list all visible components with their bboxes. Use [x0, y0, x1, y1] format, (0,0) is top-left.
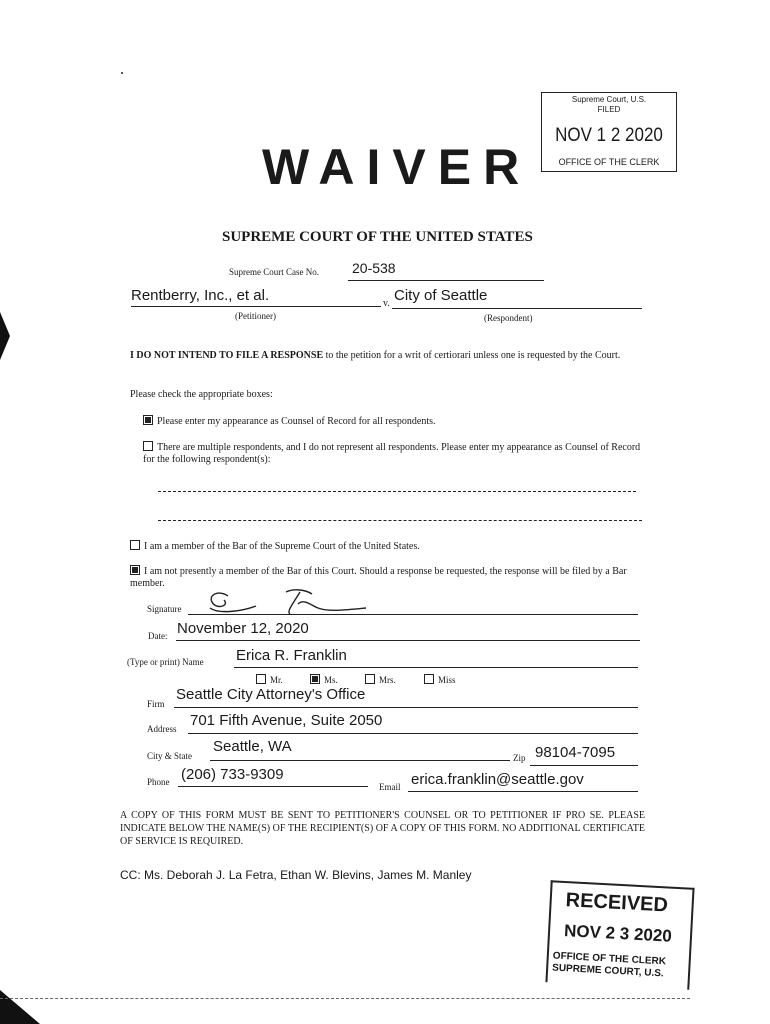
- email-line: [408, 791, 638, 792]
- filed-stamp: [541, 92, 677, 172]
- respondents-line-1: [158, 491, 636, 492]
- court-heading: SUPREME COURT OF THE UNITED STATES: [222, 229, 533, 245]
- address-label: Address: [147, 724, 177, 734]
- scan-corner-mark: [0, 990, 40, 1024]
- case-number-label: Supreme Court Case No.: [229, 267, 319, 277]
- ms-checkbox[interactable]: [310, 674, 320, 684]
- copy-notice: A COPY OF THIS FORM MUST BE SENT TO PETITIONER'S COUNSEL OR TO PETITIONER IF PRO SE. PLEASE INDICATE BELOW THE NAME(S) OF THE RECIPIENT(S) OF A COPY OF THIS FORM. NO ADDITIONAL CERTIFICATE OF SERVICE IS REQUIRED.: [120, 810, 645, 847]
- scan-bottom-line: [0, 998, 690, 999]
- respondent-line: [392, 308, 642, 309]
- date-value: November 12, 2020: [177, 620, 309, 637]
- option-multiple: [143, 441, 643, 466]
- name-label: (Type or print) Name: [127, 657, 204, 667]
- phone-line: [178, 786, 368, 787]
- multiple-text: There are multiple respondents, and I do not represent all respondents. Please enter my appearance as Counsel of Record for the following respondent(s):: [143, 442, 641, 465]
- city-label: City & State: [147, 751, 192, 761]
- cc-label: CC:: [120, 868, 141, 882]
- miss-checkbox[interactable]: [424, 674, 434, 684]
- firm-label: Firm: [147, 699, 165, 709]
- address-line: [188, 733, 638, 734]
- name-value: Erica R. Franklin: [236, 647, 347, 664]
- petitioner-label: (Petitioner): [235, 311, 276, 321]
- email-value: erica.franklin@seattle.gov: [411, 771, 584, 788]
- appearance-checkbox[interactable]: [143, 415, 153, 425]
- salutation-miss: Miss: [424, 674, 456, 685]
- mrs-checkbox[interactable]: [365, 674, 375, 684]
- scan-edge-arrow: [0, 312, 10, 360]
- zip-line: [530, 765, 638, 766]
- filed-stamp-date: NOV 1 2 2020: [555, 123, 663, 146]
- versus-label: v.: [383, 298, 390, 309]
- city-line: [210, 760, 510, 761]
- email-label: Email: [379, 782, 401, 792]
- city-value: Seattle, WA: [213, 738, 292, 755]
- option-appearance: [143, 415, 643, 428]
- bar-member-text: I am a member of the Bar of the Supreme Court of the United States.: [144, 541, 420, 552]
- petitioner-line: [131, 306, 381, 307]
- respondent-value: City of Seattle: [394, 287, 488, 304]
- received-stamp-title: RECEIVED: [565, 889, 669, 917]
- salutation-mr: Mr.: [256, 674, 283, 685]
- cc-line: [120, 868, 471, 882]
- received-stamp-office1: OFFICE OF THE CLERK: [552, 950, 667, 968]
- respondents-line-2: [158, 520, 642, 521]
- salutation-mrs: Mrs.: [365, 674, 396, 685]
- signature-label: Signature: [147, 604, 182, 614]
- address-value: 701 Fifth Avenue, Suite 2050: [190, 712, 383, 729]
- date-label: Date:: [148, 631, 168, 641]
- received-stamp-office2: SUPREME COURT, U.S.: [551, 962, 665, 980]
- filed-stamp-office: OFFICE OF THE CLERK: [558, 157, 660, 167]
- petitioner-value: Rentberry, Inc., et al.: [131, 287, 270, 304]
- not-member-checkbox[interactable]: [130, 565, 140, 575]
- filed-stamp-line1: Supreme Court, U.S.: [571, 95, 647, 104]
- received-stamp-date: NOV 2 3 2020: [563, 921, 673, 946]
- no-response-statement: [130, 350, 645, 362]
- respondent-label: (Respondent): [484, 313, 533, 323]
- handwritten-signature: [190, 584, 380, 620]
- no-response-rest: to the petition for a writ of certiorari unless one is requested by the Court.: [325, 350, 621, 361]
- bar-member-checkbox[interactable]: [130, 540, 140, 550]
- firm-line: [174, 707, 638, 708]
- case-number-value: 20-538: [352, 260, 396, 276]
- firm-value: Seattle City Attorney's Office: [176, 686, 366, 703]
- zip-value: 98104-7095: [535, 744, 616, 761]
- name-line: [234, 667, 638, 668]
- filed-stamp-line2: FILED: [597, 105, 621, 114]
- mr-checkbox[interactable]: [256, 674, 266, 684]
- option-bar-member: [130, 540, 650, 553]
- date-line: [176, 640, 640, 641]
- cc-names: Ms. Deborah J. La Fetra, Ethan W. Blevins, James M. Manley: [144, 868, 472, 882]
- stray-mark: [121, 72, 123, 74]
- phone-label: Phone: [147, 777, 170, 787]
- received-stamp: [545, 880, 694, 989]
- case-number-line: [348, 280, 544, 281]
- multiple-checkbox[interactable]: [143, 441, 153, 451]
- no-response-bold: I DO NOT INTEND TO FILE A RESPONSE: [130, 350, 324, 361]
- phone-value: (206) 733-9309: [181, 766, 284, 783]
- not-member-text: I am not presently a member of the Bar of this Court. Should a response be requested, the response will be filed by a Bar member.: [130, 566, 627, 589]
- check-instructions: Please check the appropriate boxes:: [130, 389, 273, 400]
- salutation-ms: Ms.: [310, 674, 338, 685]
- appearance-text: Please enter my appearance as Counsel of Record for all respondents.: [157, 416, 436, 427]
- page-title: WAIVER: [262, 139, 532, 195]
- zip-label: Zip: [513, 753, 526, 763]
